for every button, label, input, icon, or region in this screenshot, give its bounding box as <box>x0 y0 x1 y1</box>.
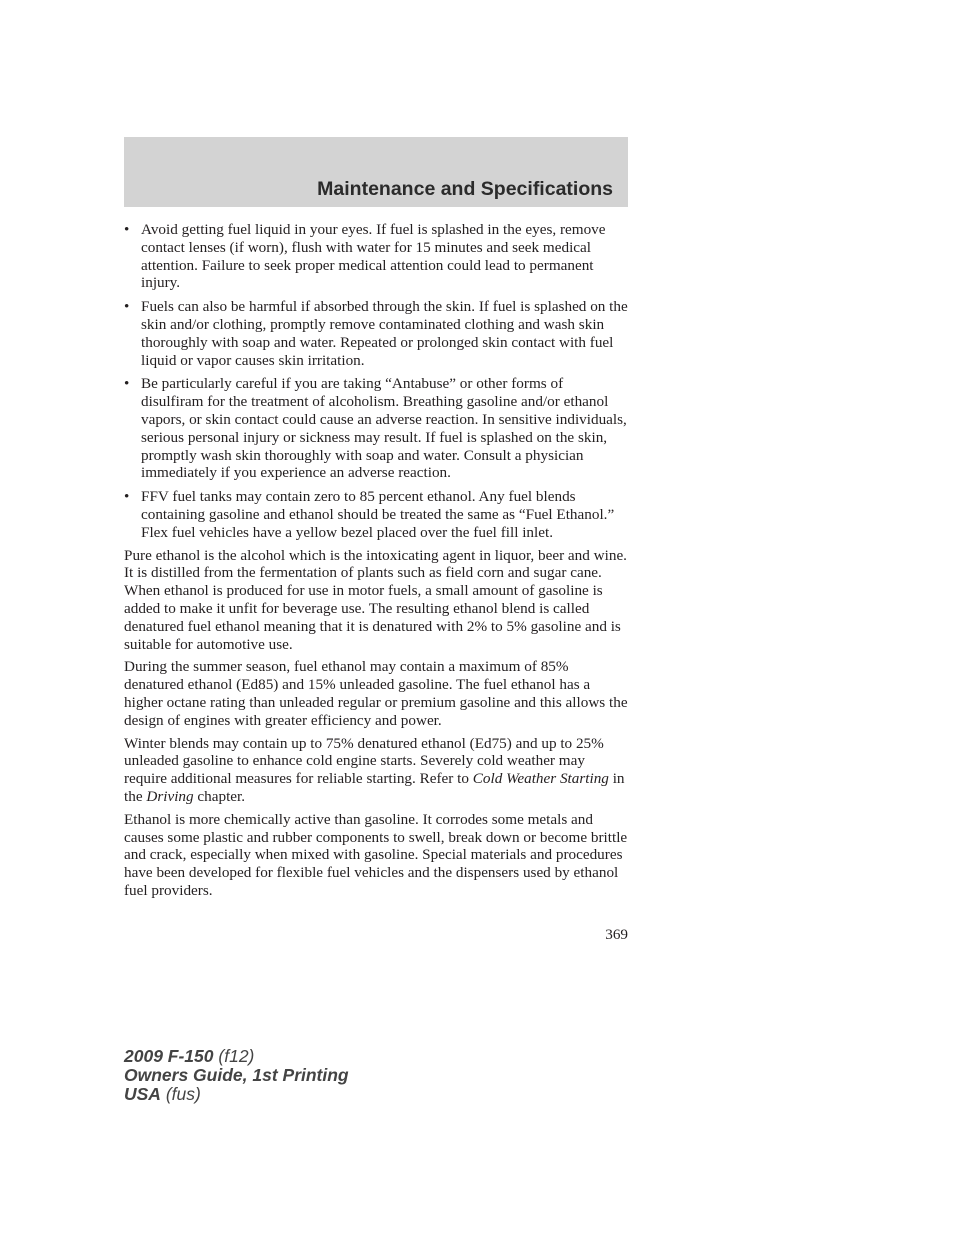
bullet-icon: • <box>124 298 130 316</box>
footer-model: 2009 F-150 <box>124 1046 214 1066</box>
cross-reference-cold-weather-starting: Cold Weather Starting <box>472 770 609 788</box>
footer-guide: Owners Guide, 1st Printing <box>124 1065 349 1085</box>
warning-bullet-list <box>124 221 628 542</box>
list-item <box>124 221 628 292</box>
list-item-text: Be particularly careful if you are taking “Antabuse” or other forms of disulfiram for the treatment of alcoholism. Breathing gasoline and/or ethanol vapors, or skin contact could cause an adverse reaction. In sensitive individuals, serious personal injury or sickness may result. If fuel is splashed on the skin, promptly wash skin thoroughly with soap and water. Consult a physician immediately if you experience an adverse reaction. <box>141 375 627 482</box>
paragraph-text: in the <box>124 770 625 805</box>
list-item-text: Avoid getting fuel liquid in your eyes. If fuel is splashed in the eyes, remove contact lenses (if worn), flush with water for 15 minutes and seek medical attention. Failure to seek proper medical attention could lead to permanent injury. <box>141 221 606 292</box>
paragraph-summer-season: During the summer season, fuel ethanol may contain a maximum of 85% denatured ethanol (Ed85) and 15% unleaded gasoline. The fuel ethanol has a higher octane rating than unleaded regular or premium gasoline and this allows the design of engines with greater efficiency and power. <box>124 658 628 729</box>
list-item <box>124 375 628 482</box>
section-title: Maintenance and Specifications <box>317 178 613 200</box>
paragraph-text: Winter blends may contain up to 75% denatured ethanol (Ed75) and up to 25% unleaded gasoline to enhance cold engine starts. Severely cold weather may require additional measures for reliable starting. Refer to <box>124 734 604 788</box>
footer-model-code: (f12) <box>218 1046 255 1066</box>
section-header-band <box>124 137 628 207</box>
list-item-text: Fuels can also be harmful if absorbed through the skin. If fuel is splashed on the skin and/or clothing, promptly remove contaminated clothing and wash skin thoroughly with soap and water. Repeated or prolonged skin contact with fuel liquid or vapor causes skin irritation. <box>141 298 628 369</box>
bullet-icon: • <box>124 221 130 238</box>
list-item <box>124 488 628 541</box>
footer-line-region <box>124 1085 349 1104</box>
paragraph-winter-blends <box>124 735 628 806</box>
page-number: 369 <box>605 926 628 943</box>
page-content <box>124 221 628 905</box>
list-item <box>124 298 628 369</box>
paragraph-chemical-activity: Ethanol is more chemically active than gasoline. It corrodes some metals and causes some plastic and rubber components to swell, break down or become brittle and crack, especially when mixed with gasoline. Special materials and procedures have been developed for flexible fuel vehicles and the dispensers used by ethanol fuel providers. <box>124 810 628 899</box>
bullet-icon: • <box>124 375 130 393</box>
footer-region: USA <box>124 1084 161 1104</box>
footer-line-model <box>124 1047 349 1066</box>
list-item-text: FFV fuel tanks may contain zero to 85 percent ethanol. Any fuel blends containing gasoline and ethanol should be treated the same as “Fuel Ethanol.” Flex fuel vehicles have a yellow bezel placed over the fuel fill inlet. <box>141 488 615 541</box>
document-footer <box>124 1047 349 1104</box>
paragraph-pure-ethanol: Pure ethanol is the alcohol which is the intoxicating agent in liquor, beer and wine. It is distilled from the fermentation of plants such as field corn and sugar cane. When ethanol is produced for use in motor fuels, a small amount of gasoline is added to make it unfit for beverage use. The resulting ethanol blend is called denatured fuel ethanol meaning that it is denatured with 2% to 5% gasoline and is suitable for automotive use. <box>124 546 627 653</box>
cross-reference-driving-chapter: Driving <box>146 787 194 805</box>
footer-region-code: (fus) <box>165 1084 201 1104</box>
footer-line-guide <box>124 1066 349 1085</box>
paragraph-text: chapter. <box>193 787 246 805</box>
bullet-icon: • <box>124 488 130 506</box>
